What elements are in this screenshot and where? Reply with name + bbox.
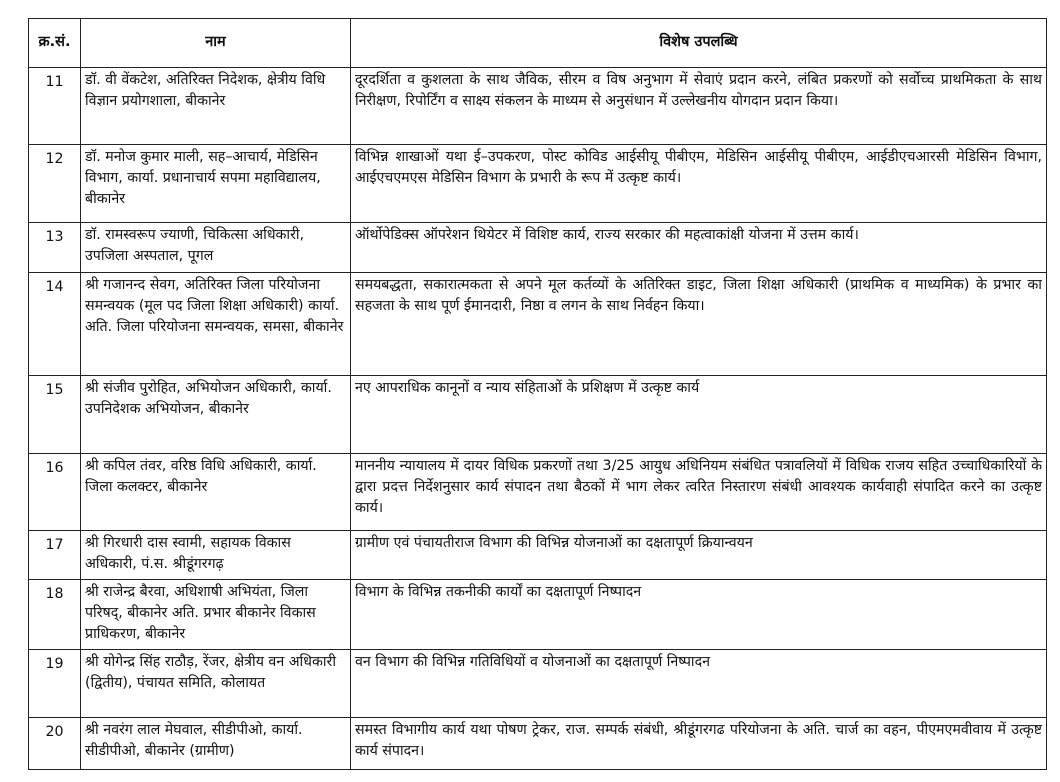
header-name: नाम [81, 19, 351, 68]
row-achievement: वन विभाग की विभिन्न गतिविधियों व योजनाओं का दक्षतापूर्ण निष्पादन [351, 650, 1047, 718]
row-serial-number: 17 [29, 531, 81, 580]
row-name: डॉ. मनोज कुमार माली, सह–आचार्य, मेडिसिन विभाग, कार्या. प्रधानाचार्य सपमा महाविद्यालय, बीकानेर [81, 145, 351, 223]
table-row [29, 531, 1047, 580]
row-achievement: विभिन्न शाखाओं यथा ई–उपकरण, पोस्ट कोविड आईसीयू पीबीएम, मेडिसिन आईसीयू पीबीएम, आईडीएचआरसी मेडिसिन विभाग, आईएचएमएस मेडिसिन विभाग के प्रभारी के रूप में उत्कृष्ट कार्य। [351, 145, 1047, 223]
header-special-achievement: विशेष उपलब्धि [351, 19, 1047, 68]
row-serial-number: 18 [29, 580, 81, 650]
table-row [29, 68, 1047, 145]
row-achievement: समयबद्धता, सकारात्मकता से अपने मूल कर्तव्यों के अतिरिक्त डाइट, जिला शिक्षा अधिकारी (प्राथमिक व माध्यमिक) के प्रभार का सहजता के साथ पूर्ण ईमानदारी, निष्ठा व लगन के साथ निर्वहन किया। [351, 273, 1047, 376]
row-name: डॉ. रामस्वरूप ज्याणी, चिकित्सा अधिकारी, उपजिला अस्पताल, पूगल [81, 223, 351, 273]
table-row [29, 223, 1047, 273]
table-row [29, 650, 1047, 718]
row-name: श्री कपिल तंवर, वरिष्ठ विधि अधिकारी, कार्या. जिला कलक्टर, बीकानेर [81, 454, 351, 531]
row-serial-number: 14 [29, 273, 81, 376]
row-name: श्री नवरंग लाल मेघवाल, सीडीपीओ, कार्या. सीडीपीओ, बीकानेर (ग्रामीण) [81, 718, 351, 770]
row-achievement: नए आपराधिक कानूनों व न्याय संहिताओं के प्रशिक्षण में उत्कृष्ट कार्य [351, 376, 1047, 454]
row-serial-number: 15 [29, 376, 81, 454]
awards-table-container [28, 18, 1046, 770]
row-achievement: दूरदर्शिता व कुशलता के साथ जैविक, सीरम व विष अनुभाग में सेवाएं प्रदान करने, लंबित प्रकरणों को सर्वोच्च प्राथमिकता के साथ निरीक्षण, रिपोर्टिंग व साक्ष्य संकलन के माध्यम से अनुसंधान में उल्लेखनीय योगदान प्रदान किया। [351, 68, 1047, 145]
row-serial-number: 19 [29, 650, 81, 718]
table-row [29, 376, 1047, 454]
row-name: डॉ. वी वेंकटेश, अतिरिक्त निदेशक, क्षेत्रीय विधि विज्ञान प्रयोगशाला, बीकानेर [81, 68, 351, 145]
row-achievement: समस्त विभागीय कार्य यथा पोषण ट्रेकर, राज. सम्पर्क संबंधी, श्रीडूंगरगढ परियोजना के अति. चार्ज का वहन, पीएमएमवीवाय में उत्कृष्ट कार्य संपादन। [351, 718, 1047, 770]
row-serial-number: 16 [29, 454, 81, 531]
table-row [29, 273, 1047, 376]
awards-table [28, 18, 1047, 770]
header-serial-number: क्र.सं. [29, 19, 81, 68]
table-row [29, 718, 1047, 770]
row-achievement: ऑर्थोपेडिक्स ऑपरेशन थियेटर में विशिष्ट कार्य, राज्य सरकार की महत्वाकांक्षी योजना में उत्तम कार्य। [351, 223, 1047, 273]
row-serial-number: 11 [29, 68, 81, 145]
row-name: श्री संजीव पुरोहित, अभियोजन अधिकारी, कार्या. उपनिदेशक अभियोजन, बीकानेर [81, 376, 351, 454]
table-row [29, 145, 1047, 223]
row-achievement: ग्रामीण एवं पंचायतीराज विभाग की विभिन्न योजनाओं का दक्षतापूर्ण क्रियान्वयन [351, 531, 1047, 580]
row-name: श्री योगेन्द्र सिंह राठौड़, रेंजर, क्षेत्रीय वन अधिकारी (द्वितीय), पंचायत समिति, कोलायत [81, 650, 351, 718]
row-serial-number: 20 [29, 718, 81, 770]
row-serial-number: 12 [29, 145, 81, 223]
row-name: श्री गिरधारी दास स्वामी, सहायक विकास अधिकारी, पं.स. श्रीडूंगरगढ़ [81, 531, 351, 580]
table-row [29, 454, 1047, 531]
row-achievement: माननीय न्यायालय में दायर विधिक प्रकरणों तथा 3/25 आयुध अधिनियम संबंधित पत्रावलियों में विधिक राजय सहित उच्चाधिकारियों के द्वारा प्रदत्त निर्देशनुसार कार्य संपादन तथा बैठकों में भाग लेकर त्वरित निस्तारण संबंधी आवश्यक कार्यवाही संपादित करने का उत्कृष्ट कार्य। [351, 454, 1047, 531]
table-header-row [29, 19, 1047, 68]
table-row [29, 580, 1047, 650]
row-achievement: विभाग के विभिन्न तकनीकी कार्यों का दक्षतापूर्ण निष्पादन [351, 580, 1047, 650]
row-name: श्री गजानन्द सेवग, अतिरिक्त जिला परियोजना समन्वयक (मूल पद जिला शिक्षा अधिकारी) कार्या. अति. जिला परियोजना समन्वयक, समसा, बीकानेर [81, 273, 351, 376]
row-name: श्री राजेन्द्र बैरवा, अधिशाषी अभियंता, जिला परिषद्, बीकानेर अति. प्रभार बीकानेर विकास प्राधिकरण, बीकानेर [81, 580, 351, 650]
row-serial-number: 13 [29, 223, 81, 273]
